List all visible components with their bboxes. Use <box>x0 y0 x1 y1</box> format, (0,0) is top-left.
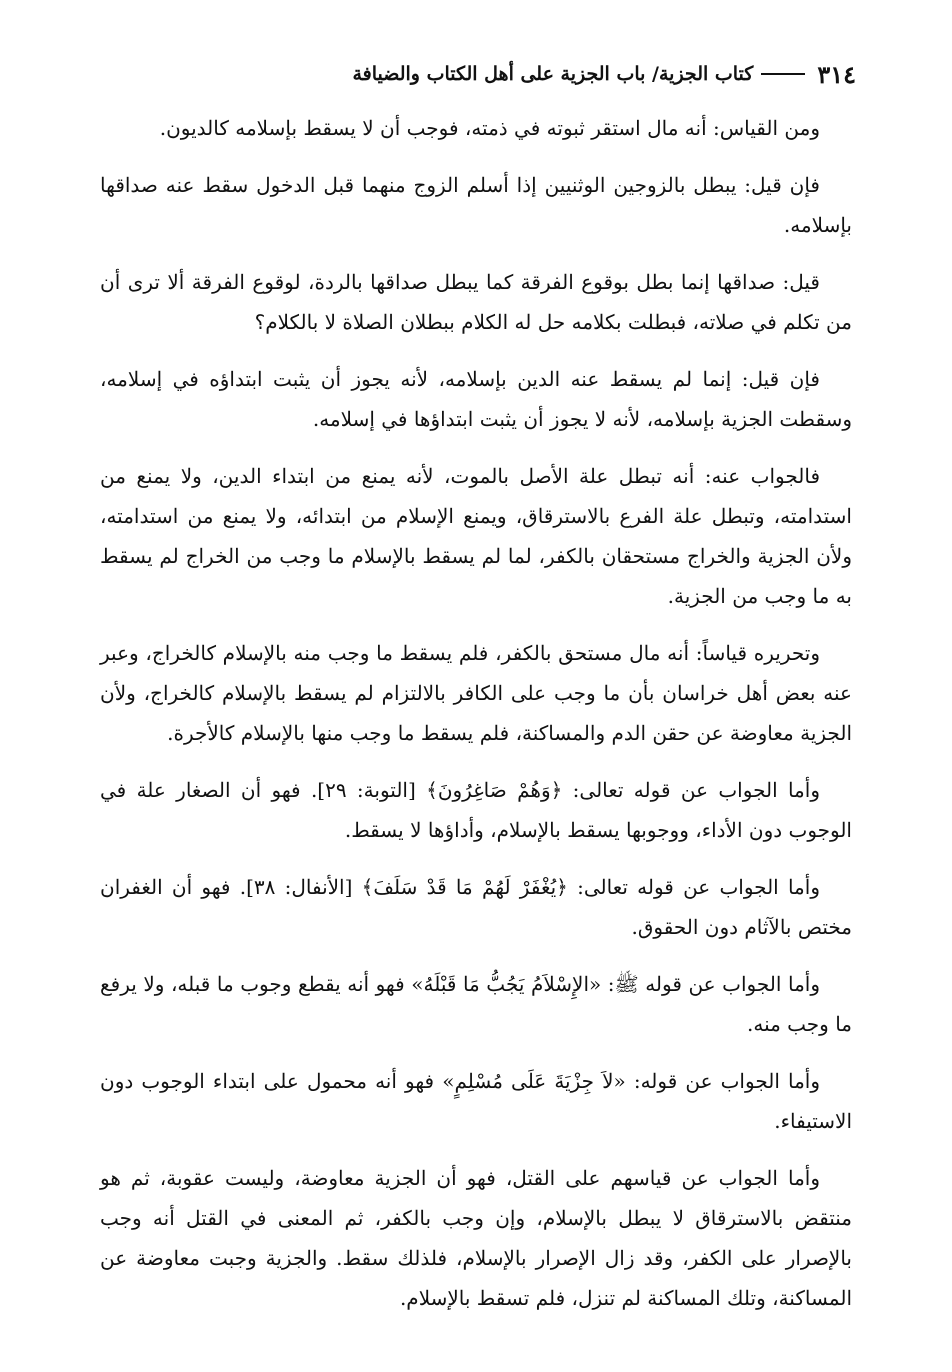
paragraph-answer-death: فالجواب عنه: أنه تبطل علة الأصل بالموت، لأنه يمنع من ابتداء الدين، ولا يمنع من استدامته، وتبطل علة الفرع بالاسترقاق، ويمنع الإسلام من ابتدائه، ولا يمنع من استدامته، ولأن الجزية والخراج مستحقان بالكفر، لما لم يسقط بالإسلام ما وجب من الخراج لم يسقط به ما وجب من الجزية. <box>100 464 852 608</box>
paragraph-qiyas: ومن القياس: أنه مال استقر ثبوته في ذمته، فوجب أن لا يسقط بإسلامه كالديون. <box>159 116 820 140</box>
paragraph-tahrir: وتحريره قياساً: أنه مال مستحق بالكفر، فلم يسقط ما وجب منه بالإسلام كالخراج، وعبر عنه بعض أهل خراسان بأن ما وجب على الكافر بالالتزام لم يسقط بالإسلام كالخراج، ولأن الجزية معاوضة عن حقن الدم والمساكنة، فلم يسقط ما وجب منها بالإسلام كالأجرة. <box>100 641 852 745</box>
paragraph-reply-dowry: قيل: صداقها إنما بطل بوقوع الفرقة كما يبطل صداقها بالردة، لوقوع الفرقة ألا ترى أن من تكلم في صلاته، فبطلت بكلامه حل له الكلام ببطلان الصلاة لا بالكلام؟ <box>100 270 852 334</box>
paragraph-answer-hadith-jizya: وأما الجواب عن قوله: «لاَ جِزْيَةَ عَلَى مُسْلِمٍ» فهو أنه محمول على ابتداء الوجوب دون الاستيفاء. <box>100 1069 852 1133</box>
body-text <box>100 108 852 1335</box>
page-header <box>96 52 856 96</box>
paragraph-answer-yughfar: وأما الجواب عن قوله تعالى: ﴿يُغْفَرْ لَهُمْ مَا قَدْ سَلَفَ﴾ [الأنفال: ٣٨]. فهو أن الغفران مختص بالآثام دون الحقوق. <box>100 875 852 939</box>
header-rule <box>761 73 805 75</box>
paragraph-objection-spouses: فإن قيل: يبطل بالزوجين الوثنيين إذا أسلم الزوج منهما قبل الدخول سقط عنه صداقها بإسلامه. <box>100 173 852 237</box>
paragraph-answer-saghirun: وأما الجواب عن قوله تعالى: ﴿وَهُمْ صَاغِرُونَ﴾ [التوبة: ٢٩]. فهو أن الصغار علة في الوجوب دون الأداء، ووجوبها يسقط بالإسلام، وأداؤها لا يسقط. <box>100 778 852 842</box>
paragraph-answer-hadith-islam: وأما الجواب عن قوله ﷺ: «الإِسْلاَمُ يَجُبُّ مَا قَبْلَهُ» فهو أنه يقطع وجوب ما قبله، ولا يرفع ما وجب منه. <box>100 972 852 1036</box>
paragraph-answer-qatl: وأما الجواب عن قياسهم على القتل، فهو أن الجزية معاوضة، وليست عقوبة، ثم هو منتقض بالاسترقاق لا يبطل بالإسلام، وإن وجب بالكفر، ثم المعنى في القتل أنه وجب بالإصرار على الكفر، وقد زال الإصرار بالإسلام، فلذلك سقط. والجزية وجبت معاوضة عن المساكنة، وتلك المساكنة لم تنزل، فلم تسقط بالإسلام. <box>100 1166 852 1310</box>
page-number: ٣١٤ <box>817 59 856 89</box>
running-title: كتاب الجزية/ باب الجزية على أهل الكتاب والضيافة <box>352 63 754 85</box>
paragraph-objection-debt: فإن قيل: إنما لم يسقط عنه الدين بإسلامه، لأنه يجوز أن يثبت ابتداؤه في إسلامه، وسقطت الجزية بإسلامه، لأنه لا يجوز أن يثبت ابتداؤها في إسلامه. <box>100 367 852 431</box>
